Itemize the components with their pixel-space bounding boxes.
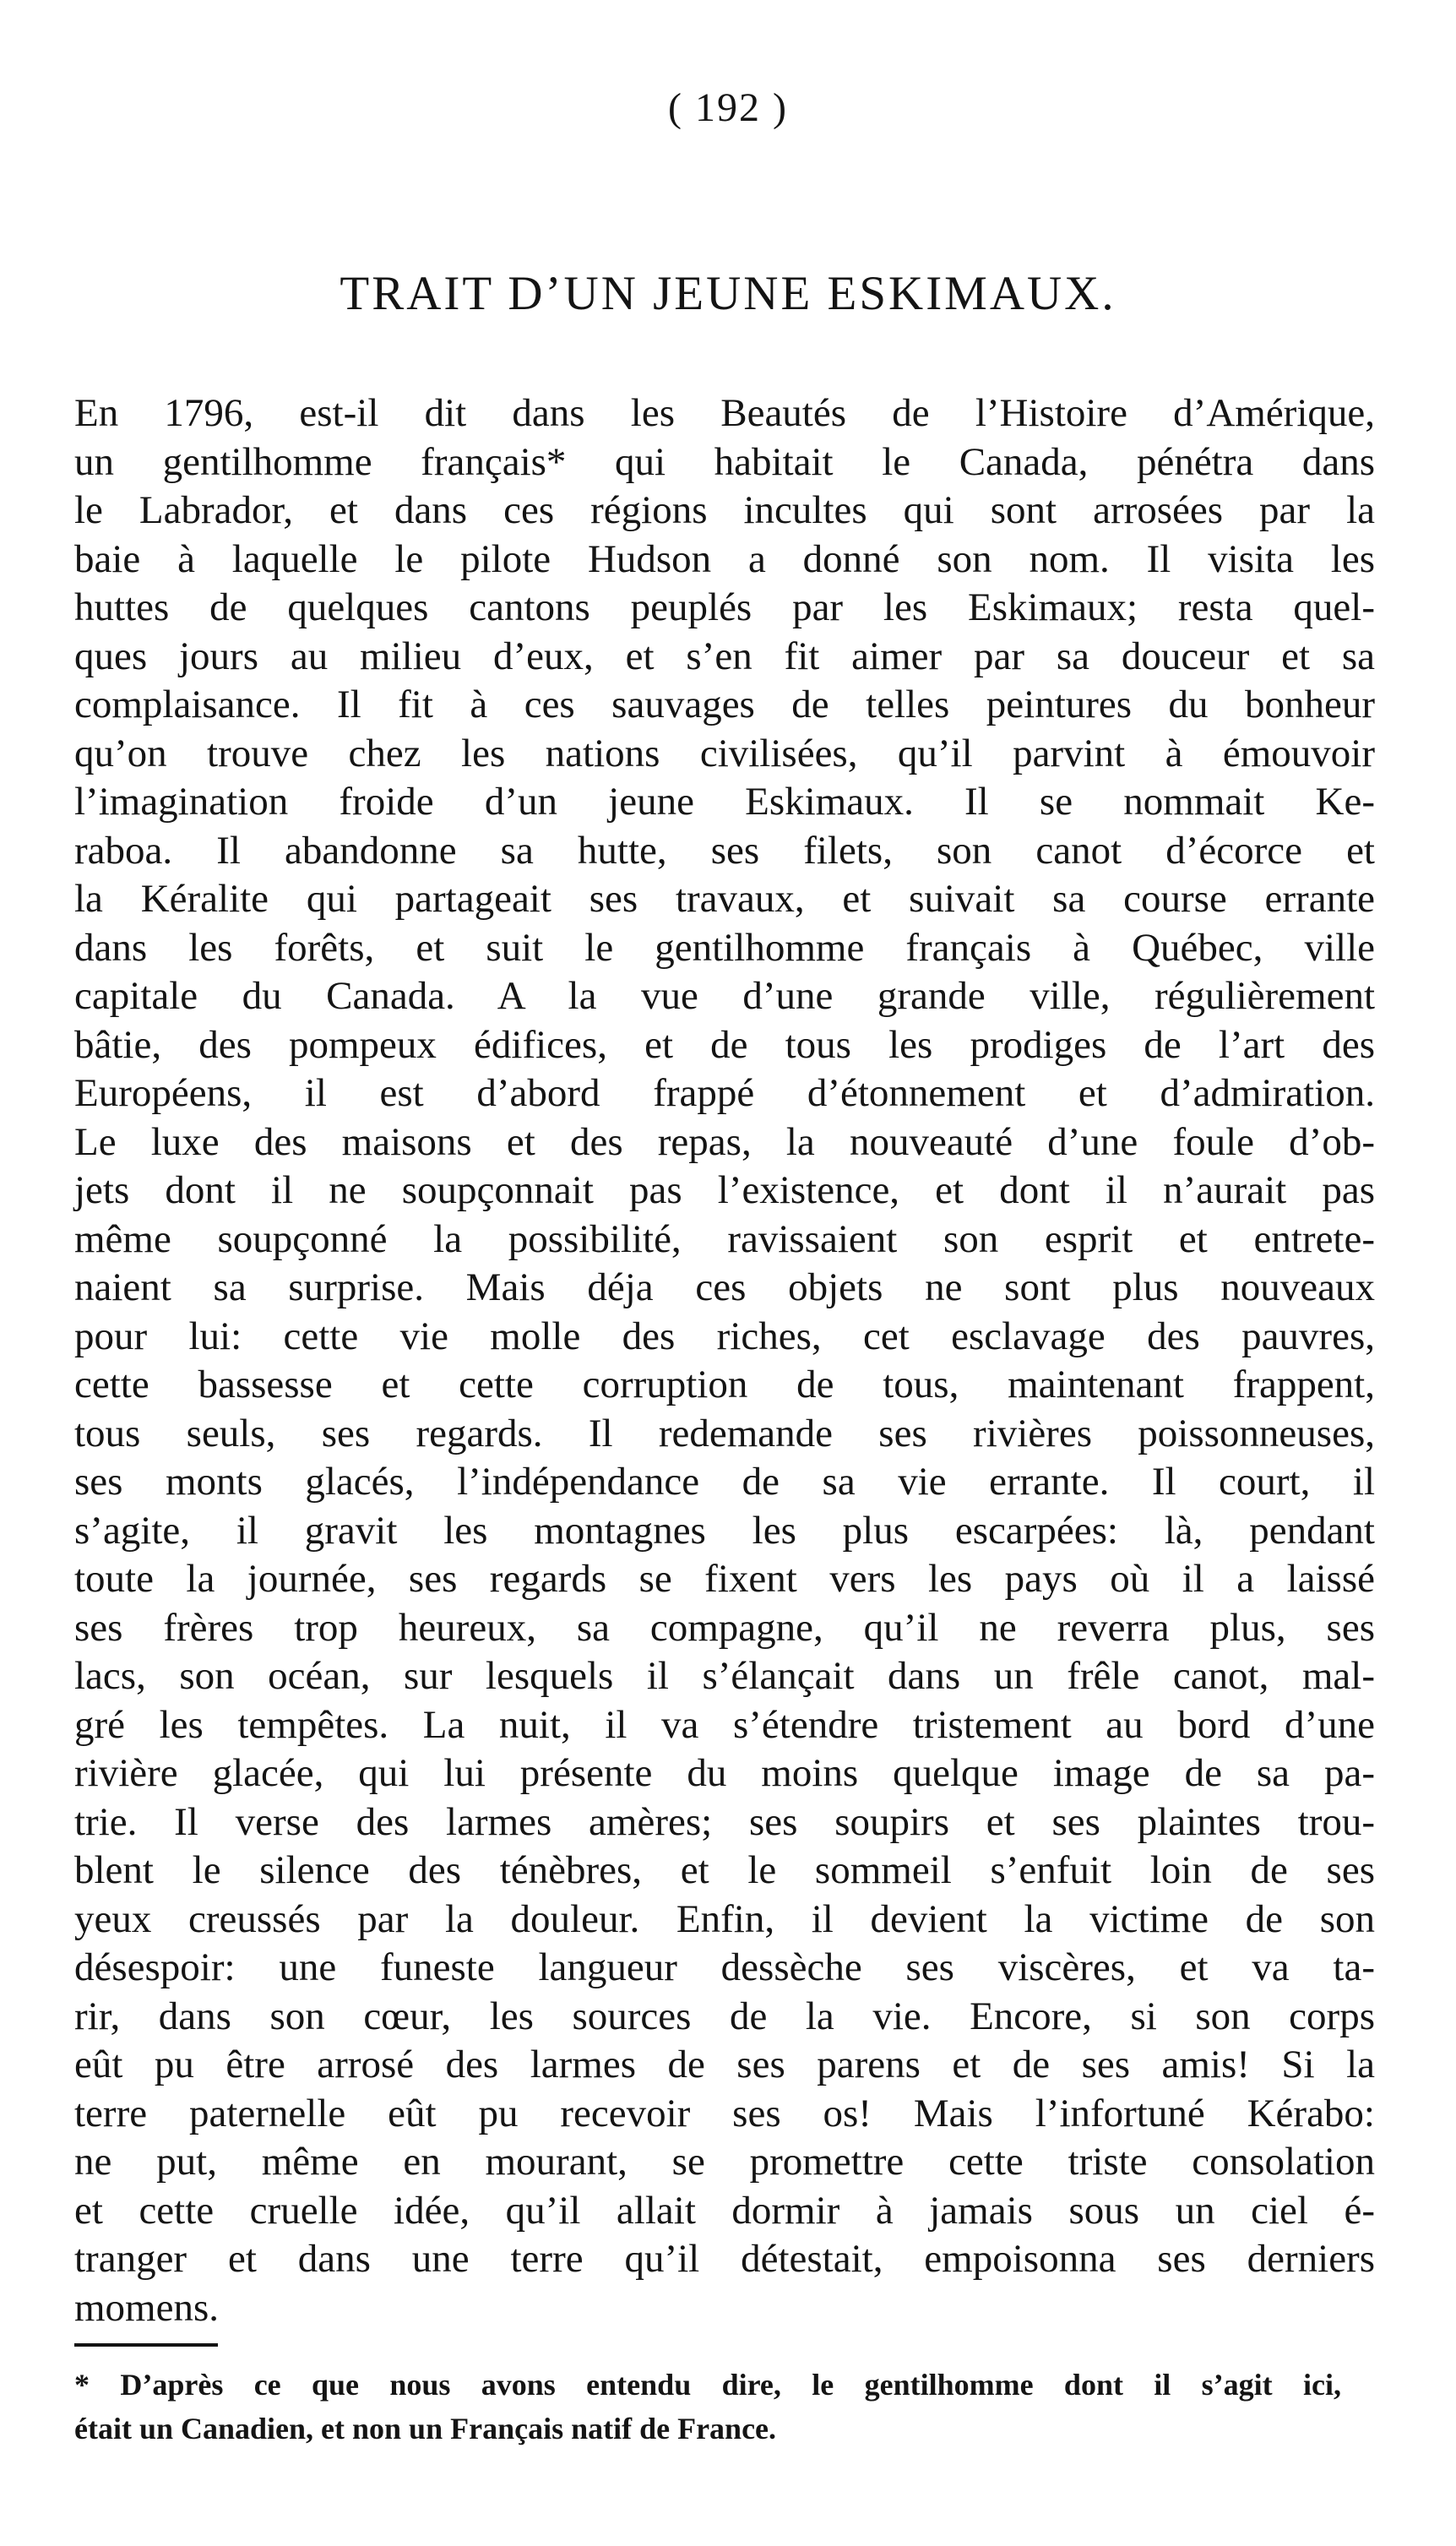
text-line: lacs, son océan, sur lesquels il s’élançait dans un frêle canot, mal- <box>74 1654 1375 1698</box>
text-line: et cette cruelle idée, qu’il allait dormir à jamais sous un ciel é- <box>74 2188 1375 2233</box>
footnote-divider <box>74 2343 218 2347</box>
text-line: qu’on trouve chez les nations civilisées, qu’il parvint à émouvoir <box>74 731 1375 775</box>
text-line: Le luxe des maisons et des repas, la nouveauté d’une foule d’ob- <box>74 1119 1375 1164</box>
text-line: la Kéralite qui partageait ses travaux, et suivait sa course errante <box>74 877 1375 921</box>
text-line: le Labrador, et dans ces régions incultes qui sont arrosées par la <box>74 488 1375 532</box>
text-line: ses monts glacés, l’indépendance de sa vie errante. Il court, il <box>74 1460 1375 1504</box>
text-line: terre paternelle eût pu recevoir ses os! Mais l’infortuné Kérabo: <box>74 2091 1375 2135</box>
text-line: huttes de quelques cantons peuplés par les Eskimaux; resta quel- <box>74 585 1375 629</box>
text-line: tranger et dans une terre qu’il détestait, empoisonna ses derniers <box>74 2237 1375 2281</box>
text-line: gré les tempêtes. La nuit, il va s’étendre tristement au bord d’une <box>74 1702 1375 1747</box>
text-line: jets dont il ne soupçonnait pas l’existence, et dont il n’aurait pas <box>74 1168 1375 1212</box>
text-line: rivière glacée, qui lui présente du moins quelque image de sa pa- <box>74 1751 1375 1795</box>
text-line: momens. <box>74 2285 220 2330</box>
text-line: yeux creussés par la douleur. Enfin, il devient la victime de son <box>74 1896 1375 1941</box>
text-line: l’imagination froide d’un jeune Eskimaux. Il se nommait Ke- <box>74 780 1375 824</box>
text-line: trie. Il verse des larmes amères; ses soupirs et ses plaintes trou- <box>74 1799 1375 1844</box>
text-line: un gentilhomme français* qui habitait le Canada, pénétra dans <box>74 439 1375 484</box>
footnote-line: était un Canadien, et non un Français natif de France. <box>74 2412 777 2445</box>
text-line: pour lui: cette vie molle des riches, cet esclavage des pauvres, <box>74 1314 1375 1358</box>
text-line: même soupçonné la possibilité, ravissaient son esprit et entrete- <box>74 1216 1375 1261</box>
text-line: ne put, même en mourant, se promettre cette triste consolation <box>74 2140 1375 2184</box>
footnote-line: * D’après ce que nous avons entendu dire, le gentilhomme dont il s’agit ici, <box>74 2368 1341 2402</box>
text-line: complaisance. Il fit à ces sauvages de telles peintures du bonheur <box>74 683 1375 726</box>
text-line: capitale du Canada. A la vue d’une grande ville, régulièrement <box>74 974 1375 1018</box>
text-line: blent le silence des ténèbres, et le sommeil s’enfuit loin de ses <box>74 1848 1375 1892</box>
page-number: ( 192 ) <box>668 85 788 130</box>
text-line: En 1796, est-il dit dans les Beautés de l’Histoire d’Amérique, <box>74 391 1375 435</box>
text-line: désespoir: une funeste langueur dessèche ses viscères, et va ta- <box>74 1945 1375 1989</box>
text-line: ques jours au milieu d’eux, et s’en fit aimer par sa douceur et sa <box>74 634 1375 678</box>
text-line: dans les forêts, et suit le gentilhomme français à Québec, ville <box>74 925 1375 970</box>
text-line: tous seuls, ses regards. Il redemande ses rivières poissonneuses, <box>74 1411 1375 1455</box>
text-line: cette bassesse et cette corruption de tous, maintenant frappent, <box>74 1363 1375 1406</box>
text-line: Européens, il est d’abord frappé d’étonnement et d’admiration. <box>74 1071 1375 1115</box>
body-paragraph <box>74 389 1375 2332</box>
text-line: bâtie, des pompeux édifices, et de tous les prodiges de l’art des <box>74 1022 1375 1067</box>
chapter-title: TRAIT D’UN JEUNE ESKIMAUX. <box>340 267 1116 320</box>
text-line: eût pu être arrosé des larmes de ses parens et de ses amis! Si la <box>74 2043 1375 2086</box>
text-line: naient sa surprise. Mais déja ces objets ne sont plus nouveaux <box>74 1265 1375 1309</box>
text-line: s’agite, il gravit les montagnes les plus escarpées: là, pendant <box>74 1508 1375 1553</box>
text-line: rir, dans son cœur, les sources de la vie. Encore, si son corps <box>74 1994 1375 2038</box>
text-line: baie à laquelle le pilote Hudson a donné son nom. Il visita les <box>74 536 1375 581</box>
text-line: raboa. Il abandonne sa hutte, ses filets, son canot d’écorce et <box>74 828 1375 873</box>
text-line: toute la journée, ses regards se fixent vers les pays où il a laissé <box>74 1557 1375 1601</box>
text-line: ses frères trop heureux, sa compagne, qu’il ne reverra plus, ses <box>74 1605 1375 1650</box>
footnote <box>74 2363 1341 2451</box>
